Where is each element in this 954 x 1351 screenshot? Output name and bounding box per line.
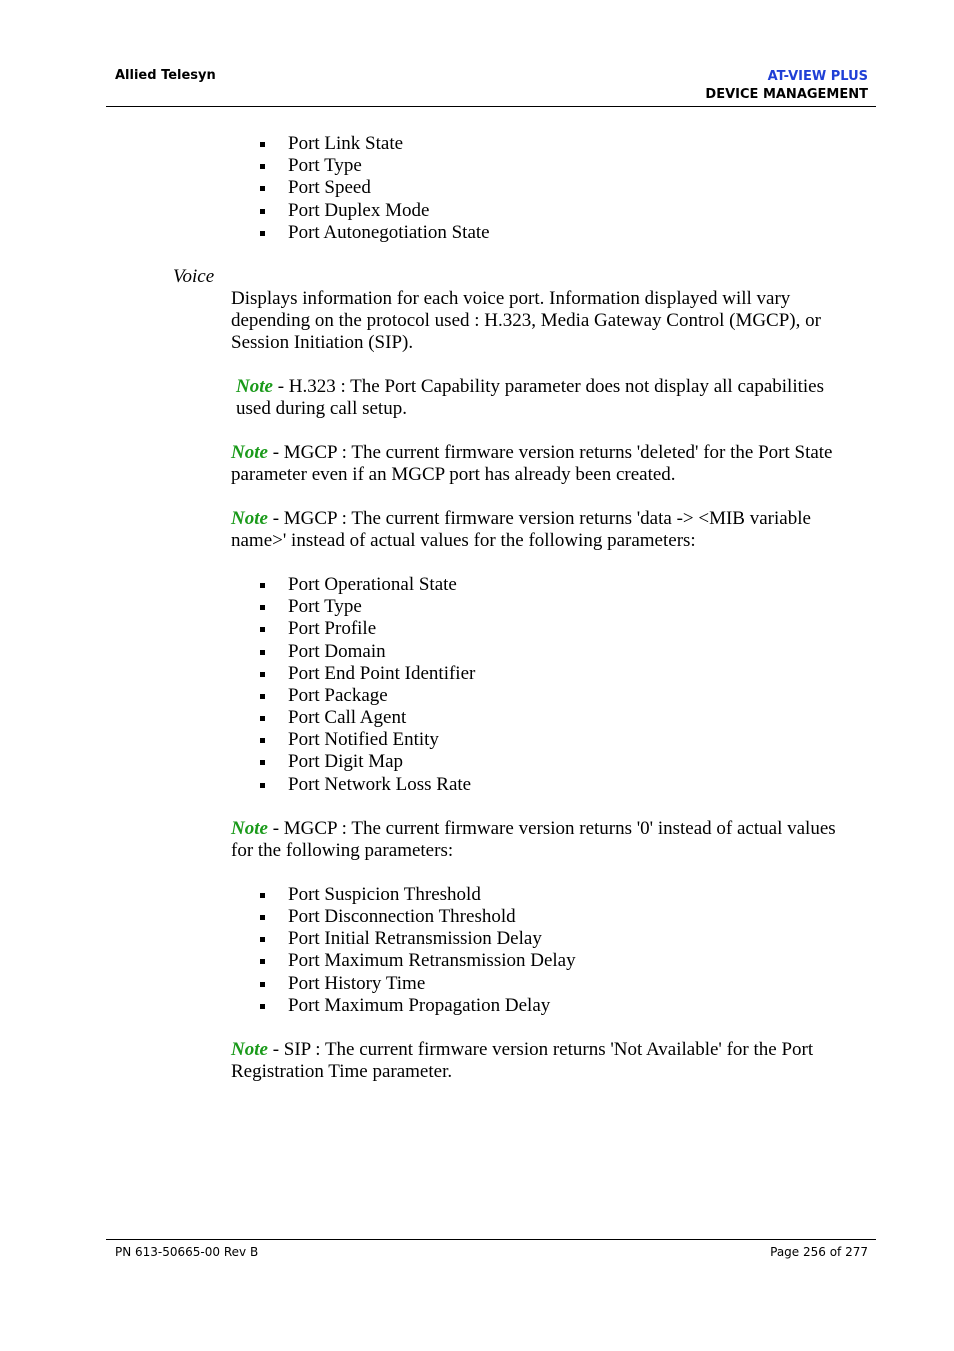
- header-title-block: [705, 68, 868, 104]
- list-item: Port Disconnection Threshold: [0, 906, 954, 928]
- bullet-icon: [260, 231, 265, 236]
- port-list-general: [0, 133, 954, 244]
- bullet-icon: [260, 186, 265, 191]
- list-item: Port Link State: [0, 133, 954, 155]
- port-list-mgcp-zero: [0, 884, 954, 1017]
- list-item: Port Digit Map: [0, 751, 954, 773]
- bullet-icon: [260, 650, 265, 655]
- footer-page-number: Page 256 of 277: [770, 1245, 868, 1259]
- bullet-icon: [260, 959, 265, 964]
- list-item: Port Autonegotiation State: [0, 222, 954, 244]
- list-item: Port Suspicion Threshold: [0, 884, 954, 906]
- note-mgcp-mib-values: Note - MGCP : The current firmware version returns 'data -> <MIB variable name>' instead of actual values for the following parameters:: [231, 507, 811, 551]
- port-list-mgcp-mib: [0, 574, 954, 796]
- list-item: Port Speed: [0, 177, 954, 199]
- list-item: Port Type: [0, 596, 954, 618]
- bullet-icon: [260, 209, 265, 214]
- note-mgcp-zero-values: Note - MGCP : The current firmware version returns '0' instead of actual values for the following parameters:: [231, 817, 836, 861]
- bullet-icon: [260, 1004, 265, 1009]
- list-item: Port History Time: [0, 973, 954, 995]
- list-item: Port Call Agent: [0, 707, 954, 729]
- bullet-icon: [260, 738, 265, 743]
- bullet-icon: [260, 893, 265, 898]
- list-item: Port Package: [0, 685, 954, 707]
- list-item: Port Operational State: [0, 574, 954, 596]
- list-item: Port Domain: [0, 641, 954, 663]
- bullet-icon: [260, 164, 265, 169]
- note-mgcp-port-state: Note - MGCP : The current firmware version returns 'deleted' for the Port State parameter even if an MGCP port has already been created.: [231, 441, 833, 485]
- voice-heading: Voice: [173, 265, 215, 287]
- voice-description: Displays information for each voice port. Information displayed will vary depending on the protocol used : H.323, Media Gateway Control (MGCP), or Session Initiation (SIP).: [231, 287, 821, 353]
- note-label: Note: [231, 441, 268, 463]
- bullet-icon: [260, 915, 265, 920]
- note-label: Note: [236, 375, 273, 397]
- list-item: Port Maximum Propagation Delay: [0, 995, 954, 1017]
- note-sip: Note - SIP : The current firmware version returns 'Not Available' for the Port Registration Time parameter.: [231, 1038, 814, 1082]
- note-label: Note: [231, 817, 268, 839]
- note-h323: Note - H.323 : The Port Capability parameter does not display all capabilities used during call setup.: [236, 375, 824, 419]
- header-company: Allied Telesyn: [115, 68, 216, 83]
- bullet-icon: [260, 694, 265, 699]
- bullet-icon: [260, 760, 265, 765]
- list-item: Port Profile: [0, 618, 954, 640]
- list-item: Port Type: [0, 155, 954, 177]
- list-item: Port Initial Retransmission Delay: [0, 928, 954, 950]
- bullet-icon: [260, 716, 265, 721]
- bullet-icon: [260, 982, 265, 987]
- note-label: Note: [231, 507, 268, 529]
- page-content: [0, 133, 954, 1083]
- header-section: DEVICE MANAGEMENT: [705, 87, 868, 102]
- note-label: Note: [231, 1038, 268, 1060]
- list-item: Port Maximum Retransmission Delay: [0, 950, 954, 972]
- list-item: Port End Point Identifier: [0, 663, 954, 685]
- list-item: Port Duplex Mode: [0, 200, 954, 222]
- bullet-icon: [260, 627, 265, 632]
- list-item: Port Network Loss Rate: [0, 774, 954, 796]
- footer-part-number: PN 613-50665-00 Rev B: [115, 1245, 259, 1259]
- list-item: Port Notified Entity: [0, 729, 954, 751]
- footer-rule: [106, 1239, 876, 1240]
- header-rule: [106, 106, 876, 107]
- bullet-icon: [260, 672, 265, 677]
- bullet-icon: [260, 142, 265, 147]
- bullet-icon: [260, 605, 265, 610]
- bullet-icon: [260, 937, 265, 942]
- bullet-icon: [260, 583, 265, 588]
- header-product: AT-VIEW PLUS: [767, 69, 868, 84]
- bullet-icon: [260, 783, 265, 788]
